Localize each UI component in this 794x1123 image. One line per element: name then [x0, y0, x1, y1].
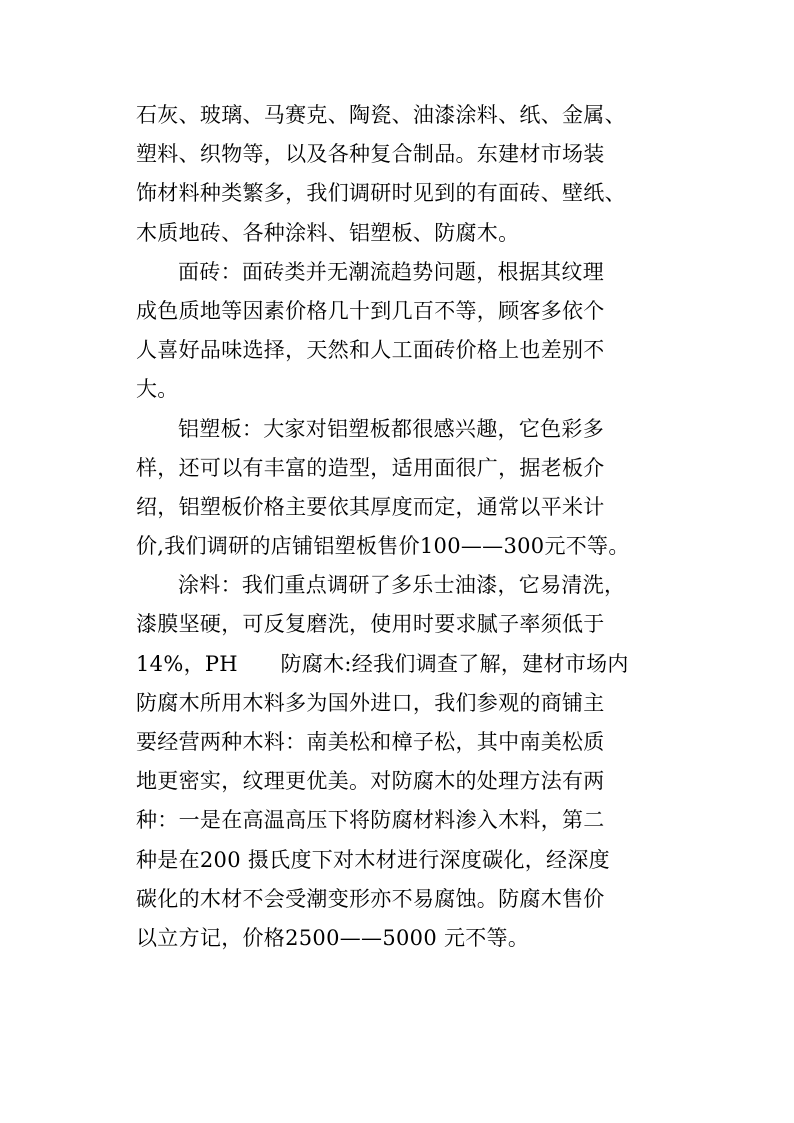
text-line-20: 种是在200 摄氏度下对木材进行深度碳化，经深度: [136, 847, 610, 872]
document-page: [136, 96, 676, 958]
text-line-12: 价,我们调研的店铺铝塑板售价100——300元不等。: [136, 534, 630, 559]
text-line-10: 样，还可以有丰富的造型，适用面很广，据老板介: [136, 455, 605, 480]
text-line-19: 种：一是在高温高压下将防腐材料渗入木料，第二: [136, 808, 605, 833]
paragraph-tiles-start: 面砖：面砖类并无潮流趋势问题，根据其纹理: [178, 259, 604, 284]
text-line-4: 木质地砖、各种涂料、铝塑板、防腐木。: [136, 220, 520, 245]
text-line-1: 石灰、玻璃、马赛克、陶瓷、油漆涂料、纸、金属、: [136, 103, 626, 127]
text-line-6: 成色质地等因素价格几十到几百不等，顾客多依个: [136, 298, 605, 323]
text-line-17: 要经营两种木料：南美松和樟子松，其中南美松质: [136, 730, 605, 754]
paragraph-aluminum-start: 铝塑板：大家对铝塑板都很感兴趣，它色彩多: [178, 416, 604, 441]
text-line-3: 饰材料种类繁多，我们调研时见到的有面砖、壁纸、: [136, 181, 626, 206]
paragraph-paint-start: 涂料：我们重点调研了多乐士油漆，它易清洗，: [178, 573, 626, 598]
text-line-18: 地更密实，纹理更优美。对防腐木的处理方法有两: [136, 769, 605, 794]
text-line-2: 塑料、织物等，以及各种复合制品。东建材市场装: [136, 142, 605, 167]
text-line-7: 人喜好品味选择，天然和人工面砖价格上也差别不: [136, 338, 605, 363]
text-line-22: 以立方记，价格2500——5000 元不等。: [136, 925, 530, 950]
text-line-21: 碳化的木材不会受潮变形亦不易腐蚀。防腐木售价: [136, 886, 605, 911]
text-line-15: 14%，PH 防腐木:经我们调查了解，建材市场内: [136, 651, 629, 676]
text-line-14: 漆膜坚硬，可反复磨洗，使用时要求腻子率须低于: [136, 612, 605, 637]
text-line-11: 绍，铝塑板价格主要依其厚度而定，通常以平米计: [136, 494, 605, 519]
text-line-8: 大。: [136, 377, 179, 402]
text-line-16: 防腐木所用木料多为国外进口，我们参观的商铺主: [136, 690, 605, 715]
